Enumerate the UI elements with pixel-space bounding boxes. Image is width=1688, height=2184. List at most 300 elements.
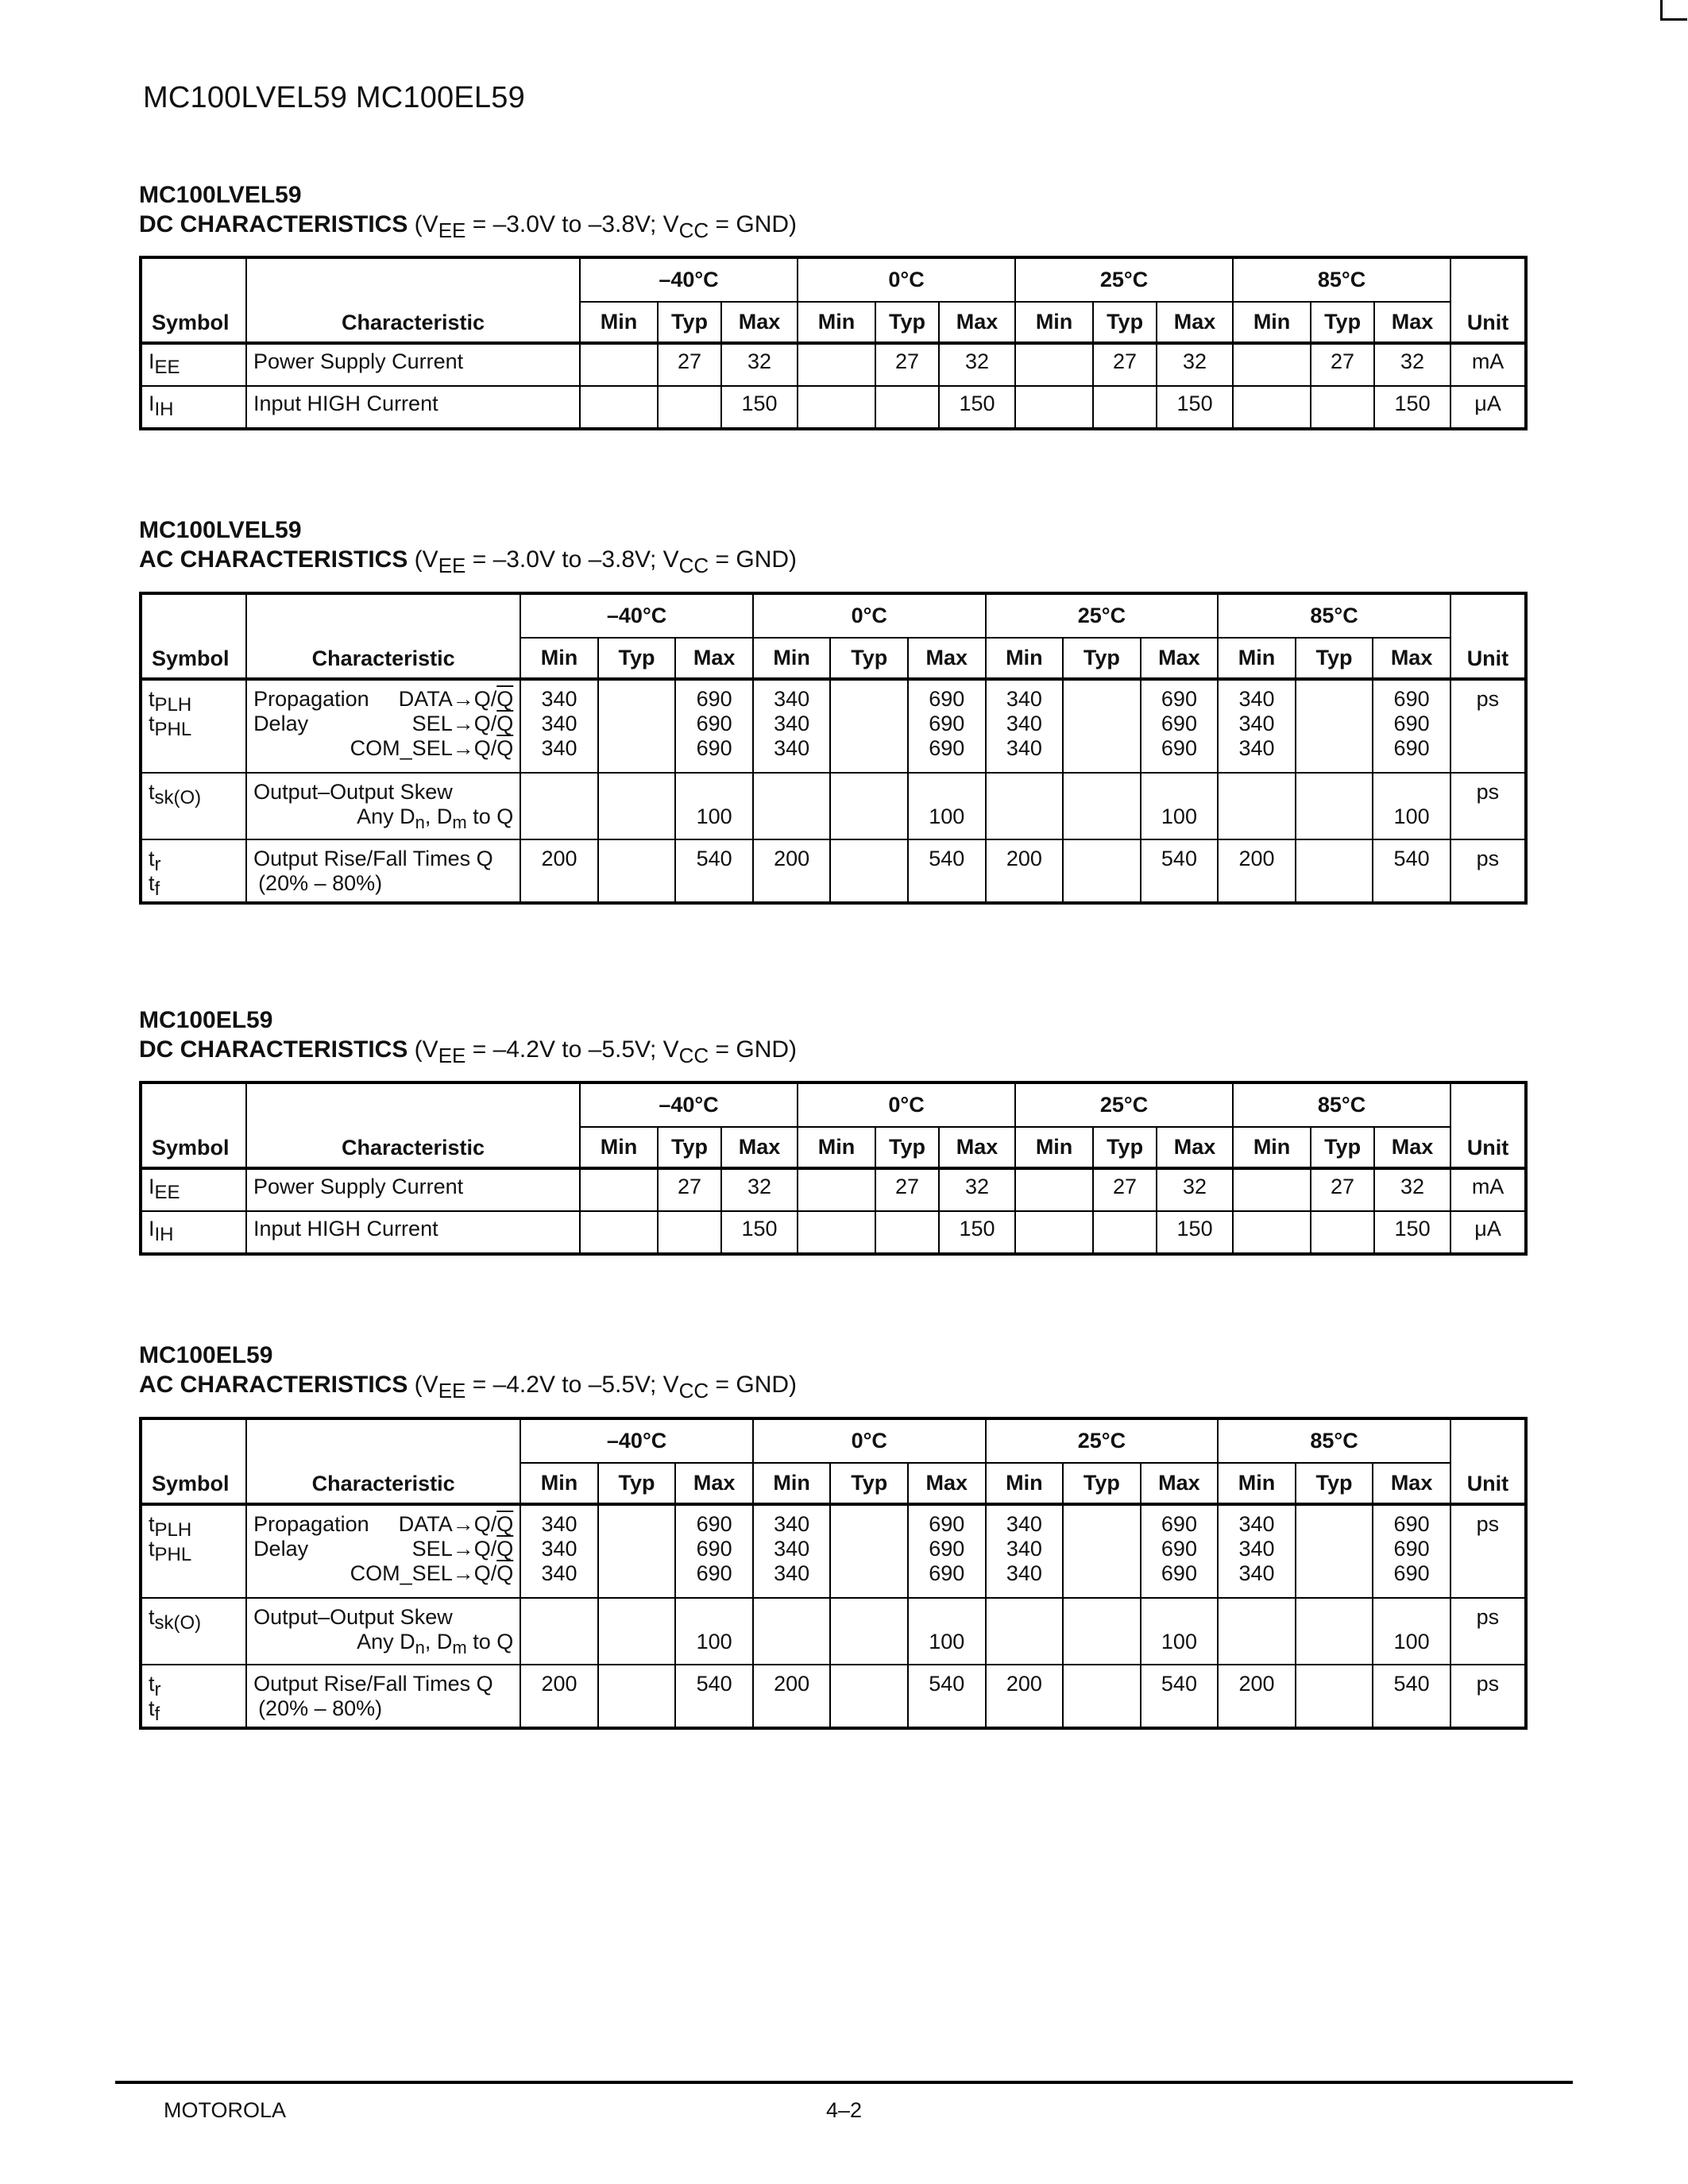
section-conditions [139, 1370, 1529, 1403]
value: 690 [929, 1537, 965, 1561]
page-corner-mark [1660, 0, 1687, 21]
value-cell: 32 [939, 1168, 1015, 1211]
max-header: Max [1141, 1463, 1219, 1504]
symbol-subscript: r [154, 1679, 161, 1700]
footer-page-number: 4–2 [826, 2098, 863, 2122]
min-cell [986, 1598, 1064, 1665]
value: 100 [1161, 805, 1197, 828]
max-cell: 540 [908, 839, 986, 903]
vee-subscript: EE [438, 1044, 466, 1067]
q-bar: $\overline{Q}$ [496, 736, 514, 760]
value-cell [1015, 386, 1093, 429]
value: 340 [1238, 1512, 1275, 1536]
unit-cell: mA [1450, 343, 1526, 386]
value-cell: 150 [1374, 386, 1450, 429]
value: 340 [1006, 1512, 1042, 1536]
symbol-cell [141, 1504, 246, 1598]
paren-open: (V [408, 546, 438, 573]
symbol-header: Symbol [141, 593, 246, 679]
section-heading [139, 1006, 1529, 1065]
symbol-subscript: EE [154, 357, 180, 378]
char-text: Any D [357, 1630, 415, 1653]
value-cell [1233, 1168, 1311, 1211]
min-header: Min [1015, 1127, 1093, 1168]
typ-cell [830, 1598, 908, 1665]
value: 340 [1238, 1537, 1275, 1561]
characteristic-header: Characteristic [246, 593, 520, 679]
value: 690 [1393, 1537, 1430, 1561]
value: 100 [1393, 805, 1430, 828]
characteristic-cell [246, 679, 520, 773]
value: 100 [929, 805, 965, 828]
value-cell [658, 1211, 721, 1254]
min-cell [1218, 679, 1296, 773]
max-cell: 540 [1373, 839, 1450, 903]
min-cell [520, 773, 598, 839]
char-text: SEL→Q/ [411, 1537, 497, 1561]
max-cell [675, 1504, 753, 1598]
characteristic-cell [246, 1504, 520, 1598]
value: 340 [1238, 1561, 1275, 1585]
section-heading [139, 1341, 1529, 1403]
max-cell [908, 773, 986, 839]
char-sub: n [415, 1638, 425, 1657]
char-text: , D [424, 805, 453, 828]
typ-cell [830, 679, 908, 773]
value-cell [798, 386, 875, 429]
min-cell [1218, 1598, 1296, 1665]
max-cell: 540 [908, 1665, 986, 1728]
part-number: MC100EL59 [139, 1342, 273, 1368]
min-cell [986, 1504, 1064, 1598]
typ-cell [1296, 1504, 1373, 1598]
value-cell [1233, 343, 1311, 386]
temperature-header: 25°C [1015, 257, 1233, 302]
value-cell: 32 [1374, 1168, 1450, 1211]
q-bar: $\overline{Q}$ [496, 687, 514, 711]
characteristic-cell [246, 839, 520, 903]
symbol-base: t [149, 1537, 155, 1561]
value-cell [798, 1211, 875, 1254]
char-text: Output–Output Skew [253, 780, 453, 804]
conditions-tail: = GND) [709, 1036, 798, 1063]
typ-cell [1296, 679, 1373, 773]
value-cell [1015, 1168, 1093, 1211]
char-text: SEL→Q/ [411, 712, 497, 735]
char-text: Output Rise/Fall Times Q [253, 1672, 493, 1696]
typ-cell [1296, 1598, 1373, 1665]
min-cell [1218, 1504, 1296, 1598]
value: 340 [541, 736, 577, 760]
min-header: Min [753, 1463, 831, 1504]
value: 340 [774, 736, 810, 760]
symbol [149, 847, 239, 875]
table-row-rise-fall [141, 1665, 1526, 1728]
header-row-temps [141, 1418, 1526, 1463]
min-header: Min [580, 1127, 658, 1168]
unit-cell: ps [1450, 1665, 1526, 1728]
typ-header: Typ [1063, 638, 1141, 679]
min-cell: 200 [520, 839, 598, 903]
symbol [149, 349, 239, 378]
char-text: Propagation [253, 687, 369, 711]
min-cell [520, 1504, 598, 1598]
typ-header: Typ [830, 638, 908, 679]
value-cell: 150 [939, 386, 1015, 429]
char-line [253, 805, 514, 832]
typ-cell [1063, 1504, 1141, 1598]
value-cell: 150 [1157, 386, 1233, 429]
value-cell [798, 1168, 875, 1211]
q-bar: $\overline{Q}$ [496, 1537, 514, 1561]
value-cell [1015, 1211, 1093, 1254]
typ-header: Typ [1093, 302, 1157, 343]
table-row-rise-fall [141, 839, 1526, 903]
value-cell: 32 [939, 343, 1015, 386]
symbol [149, 780, 239, 808]
symbol-subscript: r [154, 854, 161, 875]
typ-header: Typ [1093, 1127, 1157, 1168]
symbol [149, 1217, 239, 1245]
dc-characteristics-table [139, 1081, 1528, 1256]
max-header: Max [1141, 638, 1219, 679]
characteristic-header: Characteristic [246, 1082, 580, 1168]
symbol-subscript: EE [154, 1182, 180, 1203]
temperature-header: 0°C [753, 593, 986, 638]
value: 100 [1161, 1630, 1197, 1653]
value: 690 [696, 712, 732, 735]
value: 690 [1161, 736, 1197, 760]
vee-range: = –4.2V to –5.5V; V [465, 1036, 679, 1063]
typ-header: Typ [1063, 1463, 1141, 1504]
typ-cell [1296, 773, 1373, 839]
value: 690 [929, 1512, 965, 1536]
typ-header: Typ [1311, 1127, 1374, 1168]
q-bar: $\overline{Q}$ [496, 1561, 514, 1585]
unit-cell: μA [1450, 1211, 1526, 1254]
min-cell [753, 1598, 831, 1665]
typ-cell [1063, 679, 1141, 773]
symbol [149, 871, 239, 900]
max-cell [1141, 679, 1219, 773]
value-cell [875, 386, 939, 429]
value-cell: 150 [1374, 1211, 1450, 1254]
symbol-subscript: PLH [154, 1519, 192, 1541]
max-cell [675, 773, 753, 839]
value-cell: 32 [721, 1168, 798, 1211]
value-cell [1233, 1211, 1311, 1254]
temperature-header: –40°C [580, 1082, 798, 1127]
value-cell: 27 [1311, 1168, 1374, 1211]
value: 690 [1161, 687, 1197, 711]
temperature-header: 85°C [1218, 593, 1450, 638]
value: 690 [1393, 1512, 1430, 1536]
conditions-tail: = GND) [709, 1372, 798, 1398]
min-header: Min [520, 1463, 598, 1504]
max-header: Max [1374, 302, 1450, 343]
value-cell [1311, 386, 1374, 429]
table-row-skew [141, 773, 1526, 839]
symbol [149, 1512, 239, 1541]
value-cell: 150 [939, 1211, 1015, 1254]
char-text: (20% – 80%) [258, 1696, 383, 1720]
value-cell [580, 1168, 658, 1211]
temperature-header: 85°C [1233, 1082, 1450, 1127]
typ-header: Typ [658, 302, 721, 343]
characteristic-cell: Power Supply Current [246, 343, 580, 386]
min-header: Min [986, 638, 1064, 679]
unit-cell: mA [1450, 1168, 1526, 1211]
char-text: Propagation [253, 1512, 369, 1536]
value: 340 [541, 687, 577, 711]
max-cell: 540 [675, 1665, 753, 1728]
symbol-subscript: PLH [154, 694, 192, 716]
max-header: Max [675, 1463, 753, 1504]
value: 690 [1161, 1512, 1197, 1536]
min-cell: 200 [986, 839, 1064, 903]
vee-range: = –4.2V to –5.5V; V [465, 1372, 679, 1398]
vee-range: = –3.0V to –3.8V; V [465, 211, 679, 237]
max-header: Max [1373, 1463, 1450, 1504]
typ-header: Typ [1311, 302, 1374, 343]
value-cell: 150 [721, 386, 798, 429]
symbol-base: t [149, 1512, 155, 1536]
symbol-cell [141, 679, 246, 773]
symbol [149, 687, 239, 716]
max-cell [1373, 773, 1450, 839]
table-row [141, 386, 1526, 429]
char-line [253, 712, 513, 736]
symbol-cell [141, 773, 246, 839]
value-cell [1233, 386, 1311, 429]
typ-header: Typ [830, 1463, 908, 1504]
symbol-cell [141, 1168, 246, 1211]
value-cell: 27 [658, 343, 721, 386]
symbol [149, 392, 239, 420]
symbol-cell [141, 386, 246, 429]
symbol-cell [141, 1598, 246, 1665]
max-header: Max [1157, 302, 1233, 343]
max-header: Max [908, 638, 986, 679]
typ-cell [598, 1504, 676, 1598]
min-cell: 200 [1218, 839, 1296, 903]
temperature-header: 85°C [1233, 257, 1450, 302]
max-cell [675, 679, 753, 773]
char-text: DATA→Q/ [398, 1512, 497, 1536]
value-cell: 32 [1157, 343, 1233, 386]
characteristic-cell [246, 1598, 520, 1665]
typ-cell [598, 839, 676, 903]
max-cell: 540 [675, 839, 753, 903]
symbol [149, 1537, 239, 1565]
min-cell [753, 1504, 831, 1598]
symbol-cell [141, 1211, 246, 1254]
symbol-subscript: f [154, 1704, 160, 1725]
min-header: Min [1233, 302, 1311, 343]
max-cell [1141, 1598, 1219, 1665]
min-cell [520, 679, 598, 773]
char-line [253, 1512, 513, 1537]
value: 340 [1006, 1561, 1042, 1585]
vee-subscript: EE [438, 218, 466, 242]
value-cell [1311, 1211, 1374, 1254]
characteristic-cell: Input HIGH Current [246, 1211, 580, 1254]
temperature-header: –40°C [520, 1418, 753, 1463]
symbol-base: I [149, 392, 155, 415]
value: 690 [929, 687, 965, 711]
typ-cell [598, 679, 676, 773]
symbol-base: t [149, 1605, 155, 1629]
document-title: MC100LVEL59 MC100EL59 [143, 81, 525, 114]
char-text: Delay [253, 1537, 309, 1561]
value-cell [1093, 1211, 1157, 1254]
part-number: MC100EL59 [139, 1007, 273, 1033]
symbol-base: I [149, 1217, 155, 1241]
symbol-header: Symbol [141, 1418, 246, 1504]
typ-header: Typ [598, 638, 676, 679]
ac-characteristics-table [139, 592, 1528, 905]
value: 340 [774, 712, 810, 735]
footer-rule [115, 2081, 1573, 2084]
min-cell: 200 [520, 1665, 598, 1728]
symbol-subscript: sk(O) [154, 1612, 202, 1634]
value: 690 [929, 736, 965, 760]
symbol-base: t [149, 780, 155, 804]
min-header: Min [986, 1463, 1064, 1504]
symbol-subscript: PHL [154, 1544, 192, 1565]
min-header: Min [798, 1127, 875, 1168]
section-conditions [139, 545, 1529, 575]
value-cell [1015, 343, 1093, 386]
min-header: Min [1218, 1463, 1296, 1504]
q-bar: $\overline{Q}$ [496, 1512, 514, 1536]
value: 340 [541, 1561, 577, 1585]
min-header: Min [1015, 302, 1093, 343]
typ-header: Typ [875, 1127, 939, 1168]
characteristic-header: Characteristic [246, 257, 580, 343]
value: 690 [929, 712, 965, 735]
value: 690 [1393, 1561, 1430, 1585]
vee-subscript: EE [438, 554, 466, 577]
symbol [149, 712, 239, 740]
part-number: MC100LVEL59 [139, 182, 302, 208]
value: 690 [1161, 712, 1197, 735]
characteristic-header: Characteristic [246, 1418, 520, 1504]
q-bar: $\overline{Q}$ [496, 712, 514, 735]
value: 690 [929, 1561, 965, 1585]
typ-cell [830, 773, 908, 839]
value: 690 [1161, 1537, 1197, 1561]
value: 690 [696, 1512, 732, 1536]
value: 340 [774, 1512, 810, 1536]
unit-cell: ps [1450, 839, 1526, 903]
max-header: Max [939, 1127, 1015, 1168]
char-text: DATA→Q/ [398, 687, 497, 711]
value: 340 [1006, 1537, 1042, 1561]
value-cell: 27 [1311, 343, 1374, 386]
symbol-base: I [149, 1175, 155, 1198]
value: 690 [1393, 687, 1430, 711]
min-header: Min [798, 302, 875, 343]
char-text [412, 712, 514, 736]
characteristics-type: AC CHARACTERISTICS [139, 1372, 408, 1398]
char-text: Output–Output Skew [253, 1605, 453, 1629]
symbol-cell [141, 839, 246, 903]
value-cell: 32 [1157, 1168, 1233, 1211]
symbol-subscript: f [154, 878, 160, 900]
value-cell [798, 343, 875, 386]
char-text [350, 1561, 514, 1586]
symbol-base: t [149, 1672, 155, 1696]
paren-open: (V [408, 1372, 438, 1398]
char-text: to Q [466, 805, 514, 828]
paren-open: (V [408, 1036, 438, 1063]
temperature-header: 0°C [753, 1418, 986, 1463]
typ-cell [830, 1504, 908, 1598]
typ-cell [598, 773, 676, 839]
characteristics-type: DC CHARACTERISTICS [139, 1036, 408, 1063]
section-heading [139, 516, 1529, 575]
value: 340 [1006, 736, 1042, 760]
value: 690 [1393, 712, 1430, 735]
max-header: Max [908, 1463, 986, 1504]
value: 690 [1161, 1561, 1197, 1585]
temperature-header: 25°C [986, 1418, 1219, 1463]
typ-header: Typ [1296, 638, 1373, 679]
temperature-header: 85°C [1218, 1418, 1450, 1463]
header-row-temps [141, 593, 1526, 638]
value-cell: 27 [1093, 1168, 1157, 1211]
value-cell: 27 [875, 1168, 939, 1211]
header-row-temps [141, 1082, 1526, 1127]
min-header: Min [1233, 1127, 1311, 1168]
max-header: Max [1157, 1127, 1233, 1168]
char-text: , D [424, 1630, 453, 1653]
value-cell: 27 [658, 1168, 721, 1211]
min-cell: 200 [753, 839, 831, 903]
value: 340 [541, 1537, 577, 1561]
unit-header: Unit [1450, 1418, 1526, 1504]
char-text: to Q [466, 1630, 514, 1653]
char-text: Delay [253, 712, 309, 735]
table-row [141, 1211, 1526, 1254]
max-cell [1373, 1504, 1450, 1598]
max-cell [908, 679, 986, 773]
table-row-propagation [141, 1504, 1526, 1598]
max-cell: 540 [1373, 1665, 1450, 1728]
max-cell: 540 [1141, 1665, 1219, 1728]
value-cell [658, 386, 721, 429]
temperature-header: –40°C [520, 593, 753, 638]
char-text: Output Rise/Fall Times Q [253, 847, 493, 870]
max-cell [1141, 1504, 1219, 1598]
typ-header: Typ [875, 302, 939, 343]
symbol-cell [141, 1665, 246, 1728]
value-cell: 32 [721, 343, 798, 386]
value: 690 [696, 736, 732, 760]
min-cell: 200 [986, 1665, 1064, 1728]
characteristics-type: AC CHARACTERISTICS [139, 546, 408, 573]
value: 340 [1238, 687, 1275, 711]
value: 690 [696, 1537, 732, 1561]
unit-header: Unit [1450, 257, 1526, 343]
min-header: Min [580, 302, 658, 343]
char-line [253, 1630, 514, 1657]
characteristics-type: DC CHARACTERISTICS [139, 211, 408, 237]
temperature-header: 0°C [798, 257, 1015, 302]
ac-characteristics-table [139, 1417, 1528, 1730]
char-text: (20% – 80%) [258, 871, 383, 895]
